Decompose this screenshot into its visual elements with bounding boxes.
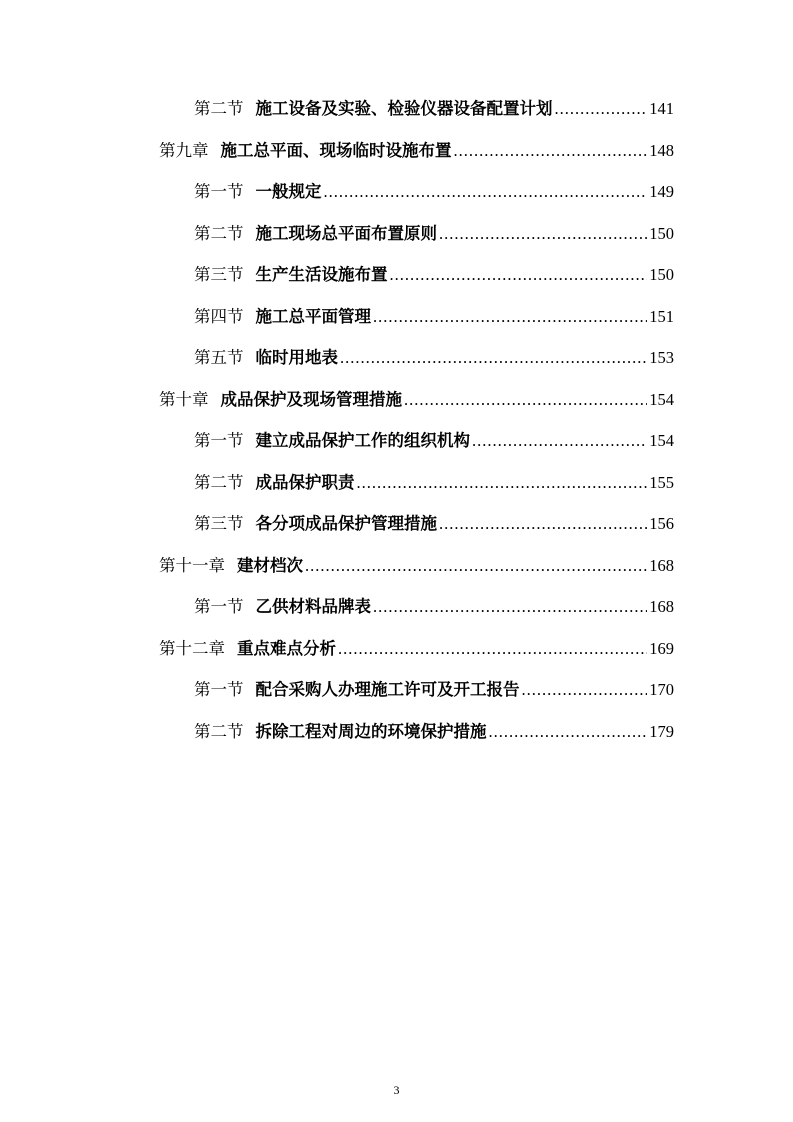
toc-leader-dots: [404, 389, 647, 411]
toc-leader-dots: [522, 679, 648, 701]
toc-leader-dots: [324, 181, 648, 203]
toc-entry-number: 第十章: [159, 390, 209, 409]
toc-entry[interactable]: [194, 98, 674, 120]
toc-entry-number: 第一节: [194, 431, 244, 450]
toc-entry-page: 150: [649, 265, 674, 284]
toc-leader-dots: [555, 98, 648, 120]
toc-entry-page: 148: [649, 141, 674, 160]
toc-leader-dots: [489, 721, 648, 743]
toc-entry-page: 179: [649, 722, 674, 741]
toc-entry-page: 149: [649, 182, 674, 201]
toc-entry-title: 施工总平面管理: [255, 307, 371, 326]
toc-entry-number: 第二节: [194, 99, 244, 118]
toc-leader-dots: [357, 472, 648, 494]
toc-entry-title: 重点难点分析: [237, 639, 336, 658]
toc-entry-number: 第一节: [194, 680, 244, 699]
toc-entry-page: 153: [649, 348, 674, 367]
toc-entry-page: 154: [649, 390, 674, 409]
toc-entry-title: 一般规定: [255, 182, 322, 201]
toc-leader-dots: [373, 306, 647, 328]
toc-entry-number: 第十二章: [159, 639, 225, 658]
toc-entry-page: 169: [649, 639, 674, 658]
toc-entry[interactable]: [194, 472, 674, 494]
toc-entry[interactable]: [194, 430, 674, 452]
toc-entry[interactable]: [194, 679, 674, 701]
toc-entry-number: 第一节: [194, 597, 244, 616]
toc-leader-dots: [340, 347, 647, 369]
toc-leader-dots: [454, 140, 648, 162]
toc-entry-number: 第三节: [194, 265, 244, 284]
toc-entry[interactable]: [194, 223, 674, 245]
toc-entry-page: 141: [649, 99, 674, 118]
toc-entry-title: 乙供材料品牌表: [255, 597, 371, 616]
toc-entry-page: 170: [649, 680, 674, 699]
toc-entry-title: 配合采购人办理施工许可及开工报告: [255, 680, 520, 699]
toc-entry-page: 168: [649, 556, 674, 575]
toc-entry[interactable]: [159, 389, 674, 411]
toc-entry-number: 第二节: [194, 224, 244, 243]
toc-entry[interactable]: [194, 721, 674, 743]
toc-leader-dots: [439, 223, 647, 245]
toc-entry-page: 154: [649, 431, 674, 450]
toc-entry[interactable]: [159, 555, 674, 577]
toc-entry-number: 第四节: [194, 307, 244, 326]
toc-entry-number: 第二节: [194, 722, 244, 741]
toc-entry-title: 施工现场总平面布置原则: [255, 224, 437, 243]
toc-entry-title: 成品保护职责: [255, 473, 355, 492]
toc-entry-title: 建材档次: [237, 556, 303, 575]
toc-entry[interactable]: [194, 306, 674, 328]
page-number: 3: [393, 1083, 400, 1097]
toc-leader-dots: [373, 596, 647, 618]
toc-entry-title: 施工设备及实验、检验仪器设备配置计划: [255, 99, 553, 118]
toc-entry-page: 168: [649, 597, 674, 616]
toc-entry-title: 生产生活设施布置: [255, 265, 388, 284]
toc-entry[interactable]: [194, 264, 674, 286]
toc-entry-number: 第九章: [159, 141, 209, 160]
toc-entry-number: 第三节: [194, 514, 244, 533]
toc-entry-title: 各分项成品保护管理措施: [255, 514, 437, 533]
toc-entry-page: 155: [649, 473, 674, 492]
toc-entry-title: 施工总平面、现场临时设施布置: [220, 141, 452, 160]
toc-leader-dots: [305, 555, 647, 577]
toc-entry-title: 临时用地表: [255, 348, 338, 367]
toc-entry-title: 拆除工程对周边的环境保护措施: [255, 722, 487, 741]
toc-leader-dots: [472, 430, 647, 452]
toc-entry-title: 建立成品保护工作的组织机构: [255, 431, 470, 450]
toc-entry-number: 第十一章: [159, 556, 225, 575]
toc-entry-number: 第五节: [194, 348, 244, 367]
toc-entry[interactable]: [194, 181, 674, 203]
toc-entry-page: 151: [649, 307, 674, 326]
toc-leader-dots: [439, 513, 647, 535]
toc-leader-dots: [338, 638, 647, 660]
toc-entry[interactable]: [194, 347, 674, 369]
toc-entry-number: 第二节: [194, 473, 244, 492]
toc-entry[interactable]: [194, 596, 674, 618]
toc-leader-dots: [390, 264, 648, 286]
toc-entry[interactable]: [159, 140, 674, 162]
toc-entry-page: 150: [649, 224, 674, 243]
toc-entry-title: 成品保护及现场管理措施: [220, 390, 402, 409]
toc-entry-number: 第一节: [194, 182, 244, 201]
toc-entry-page: 156: [649, 514, 674, 533]
toc-entry[interactable]: [159, 638, 674, 660]
toc-entry[interactable]: [194, 513, 674, 535]
